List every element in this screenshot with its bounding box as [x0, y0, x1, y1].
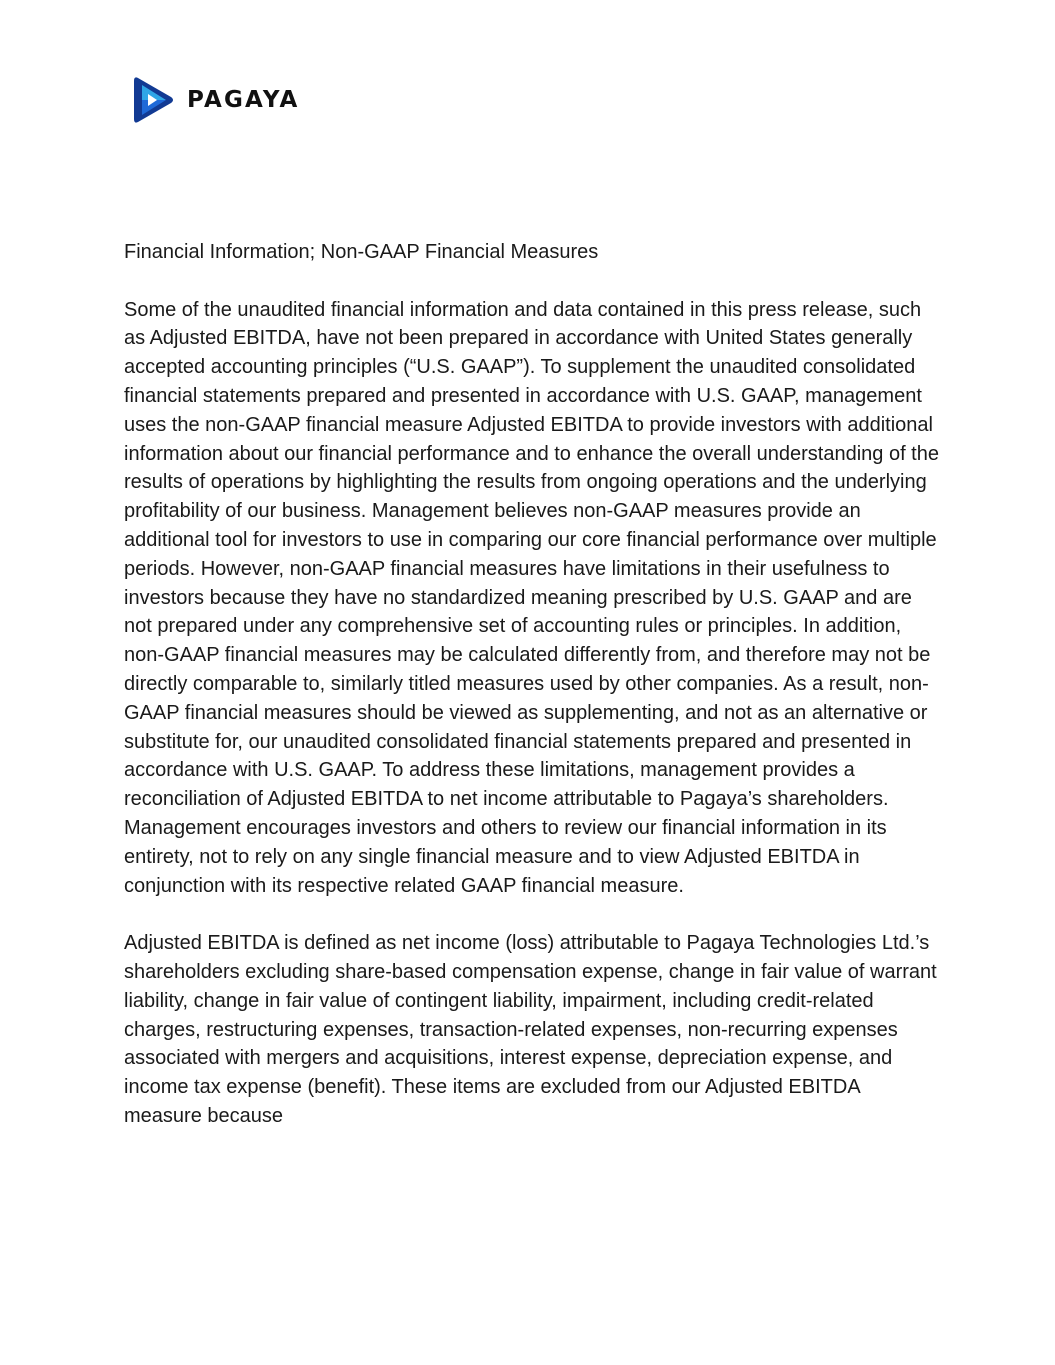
document-body	[124, 238, 942, 1160]
paragraph-adjusted-ebitda-definition: Adjusted EBITDA is defined as net income (loss) attributable to Pagaya Technologies Ltd.’s shareholders excluding share-based compensation expense, change in fair value of warrant liability, change in fair value of contingent liability, impairment, including credit-related charges, restructuring expenses, transaction-related expenses, non-recurring expenses associated with mergers and acquisitions, interest expense, depreciation expense, and income tax expense (benefit). These items are excluded from our Adjusted EBITDA measure because	[124, 932, 937, 1127]
logo-wordmark: PAGAYA	[187, 87, 300, 113]
pagaya-logo	[133, 76, 299, 124]
pagaya-logo-icon	[133, 76, 175, 124]
paragraph-non-gaap-overview: Some of the unaudited financial information and data contained in this press release, such as Adjusted EBITDA, have not been prepared in accordance with United States generally accepted accounting principles (“U.S. GAAP”). To supplement the unaudited consolidated financial statements prepared and presented in accordance with U.S. GAAP, management uses the non-GAAP financial measure Adjusted EBITDA to provide investors with additional information about our financial performance and to enhance the overall understanding of the results of operations by highlighting the results from ongoing operations and the underlying profitability of our business. Management believes non-GAAP measures provide an additional tool for investors to use in comparing our core financial performance over multiple periods. However, non-GAAP financial measures have limitations in their usefulness to investors because they have no standardized meaning prescribed by U.S. GAAP and are not prepared under any comprehensive set of accounting rules or principles. In addition, non-GAAP financial measures may be calculated differently from, and therefore may not be directly comparable to, similarly titled measures used by other companies. As a result, non-GAAP financial measures should be viewed as supplementing, and not as an alternative or substitute for, our unaudited consolidated financial statements prepared and presented in accordance with U.S. GAAP. To address these limitations, management provides a reconciliation of Adjusted EBITDA to net income attributable to Pagaya’s shareholders. Management encourages investors and others to review our financial information in its entirety, not to rely on any single financial measure and to view Adjusted EBITDA in conjunction with its respective related GAAP financial measure.	[124, 298, 939, 897]
section-heading: Financial Information; Non-GAAP Financial Measures	[124, 241, 599, 263]
